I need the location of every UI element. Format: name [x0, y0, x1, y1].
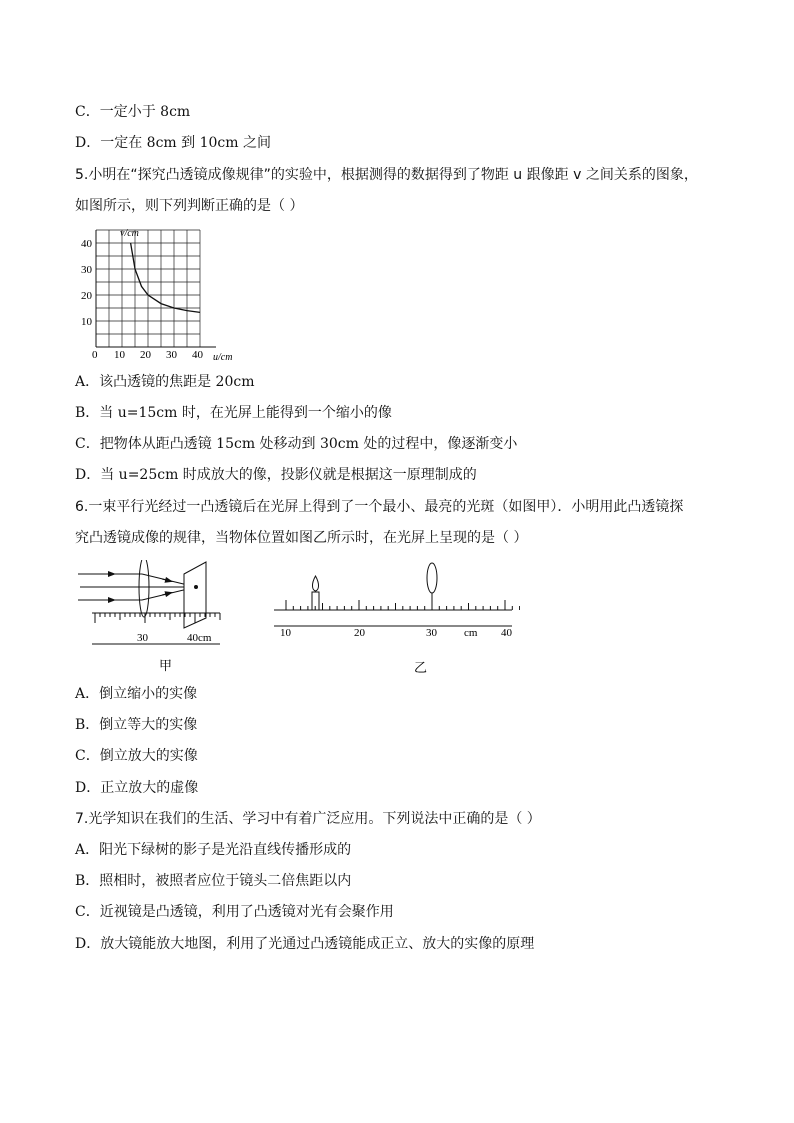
yi-tick-20: 20	[354, 627, 365, 639]
q6-option-a: A．倒立缩小的实像	[75, 686, 198, 702]
yi-tick-10: 10	[280, 627, 291, 639]
q7-option-d: D．放大镜能放大地图，利用了光通过凸透镜能成正立、放大的实像的原理	[75, 936, 535, 952]
x-axis-label: u/cm	[213, 352, 233, 363]
q7-stem: 7.光学知识在我们的生活、学习中有着广泛应用。下列说法中正确的是（ ）	[75, 811, 541, 827]
q7-option-c: C．近视镜是凸透镜，利用了凸透镜对光有会聚作用	[75, 904, 394, 920]
q5-uv-graph	[70, 222, 250, 364]
focal-spot	[194, 585, 198, 589]
x-tick-40: 40	[192, 349, 203, 361]
yi-tick-30: 30	[426, 627, 437, 639]
q6-option-c: C．倒立放大的实像	[75, 748, 198, 764]
bench-ticks	[286, 600, 520, 610]
q6-option-d: D．正立放大的虚像	[75, 780, 199, 796]
q5-option-b: B．当 u=15cm 时，在光屏上能得到一个缩小的像	[75, 405, 392, 421]
yi-unit: cm	[464, 627, 478, 639]
fig-yi-bench	[270, 560, 520, 678]
uv-curve	[131, 243, 200, 312]
q7-option-b: B．照相时，被照者应位于镜头二倍焦距以内	[75, 873, 352, 889]
q4-option-c: C．一定小于 8cm	[75, 104, 191, 120]
q5-option-c: C．把物体从距凸透镜 15cm 处移动到 30cm 处的过程中，像逐渐变小	[75, 436, 518, 452]
q5-option-a: A．该凸透镜的焦距是 20cm	[75, 374, 255, 390]
jia-tick-30: 30	[137, 632, 148, 644]
y-tick-20: 20	[81, 290, 92, 302]
q6-option-b: B．倒立等大的实像	[75, 717, 198, 733]
candle-flame	[312, 576, 318, 591]
q5-option-d: D．当 u=25cm 时成放大的像，投影仪就是根据这一原理制成的	[75, 467, 477, 483]
x-tick-0: 0	[92, 349, 98, 361]
y-tick-40: 40	[81, 238, 92, 250]
q6-stem-line-2: 究凸透镜成像的规律，当物体位置如图乙所示时，在光屏上呈现的是（ ）	[75, 530, 528, 546]
convex-lens	[139, 560, 149, 617]
x-tick-10: 10	[114, 349, 125, 361]
jia-tick-40: 40cm	[187, 632, 212, 644]
y-tick-10: 10	[81, 316, 92, 328]
fig-jia-caption: 甲	[159, 658, 173, 673]
lens-yi	[427, 563, 437, 593]
q5-stem-line-1: 5.小明在“探究凸透镜成像规律”的实验中，根据测得的数据得到了物距 u 跟像距 v 之间关系的图象，	[75, 167, 698, 183]
q6-stem-line-1: 6.一束平行光经过一凸透镜后在光屏上得到了一个最小、最亮的光斑（如图甲）．小明用此凸透镜探	[75, 499, 684, 515]
fig-jia-lens-focus	[70, 560, 240, 675]
y-axis-label: v/cm	[120, 228, 139, 239]
graph-axes	[96, 230, 216, 347]
fig-yi-caption: 乙	[414, 660, 428, 675]
graph-grid	[96, 230, 200, 347]
q7-option-a: A．阳光下绿树的影子是光沿直线传播形成的	[75, 842, 352, 858]
yi-tick-40: 40	[501, 627, 512, 639]
x-tick-30: 30	[166, 349, 177, 361]
q5-stem-line-2: 如图所示，则下列判断正确的是（ ）	[75, 198, 304, 214]
x-tick-20: 20	[140, 349, 151, 361]
y-tick-30: 30	[81, 264, 92, 276]
q4-option-d: D．一定在 8cm 到 10cm 之间	[75, 135, 271, 151]
